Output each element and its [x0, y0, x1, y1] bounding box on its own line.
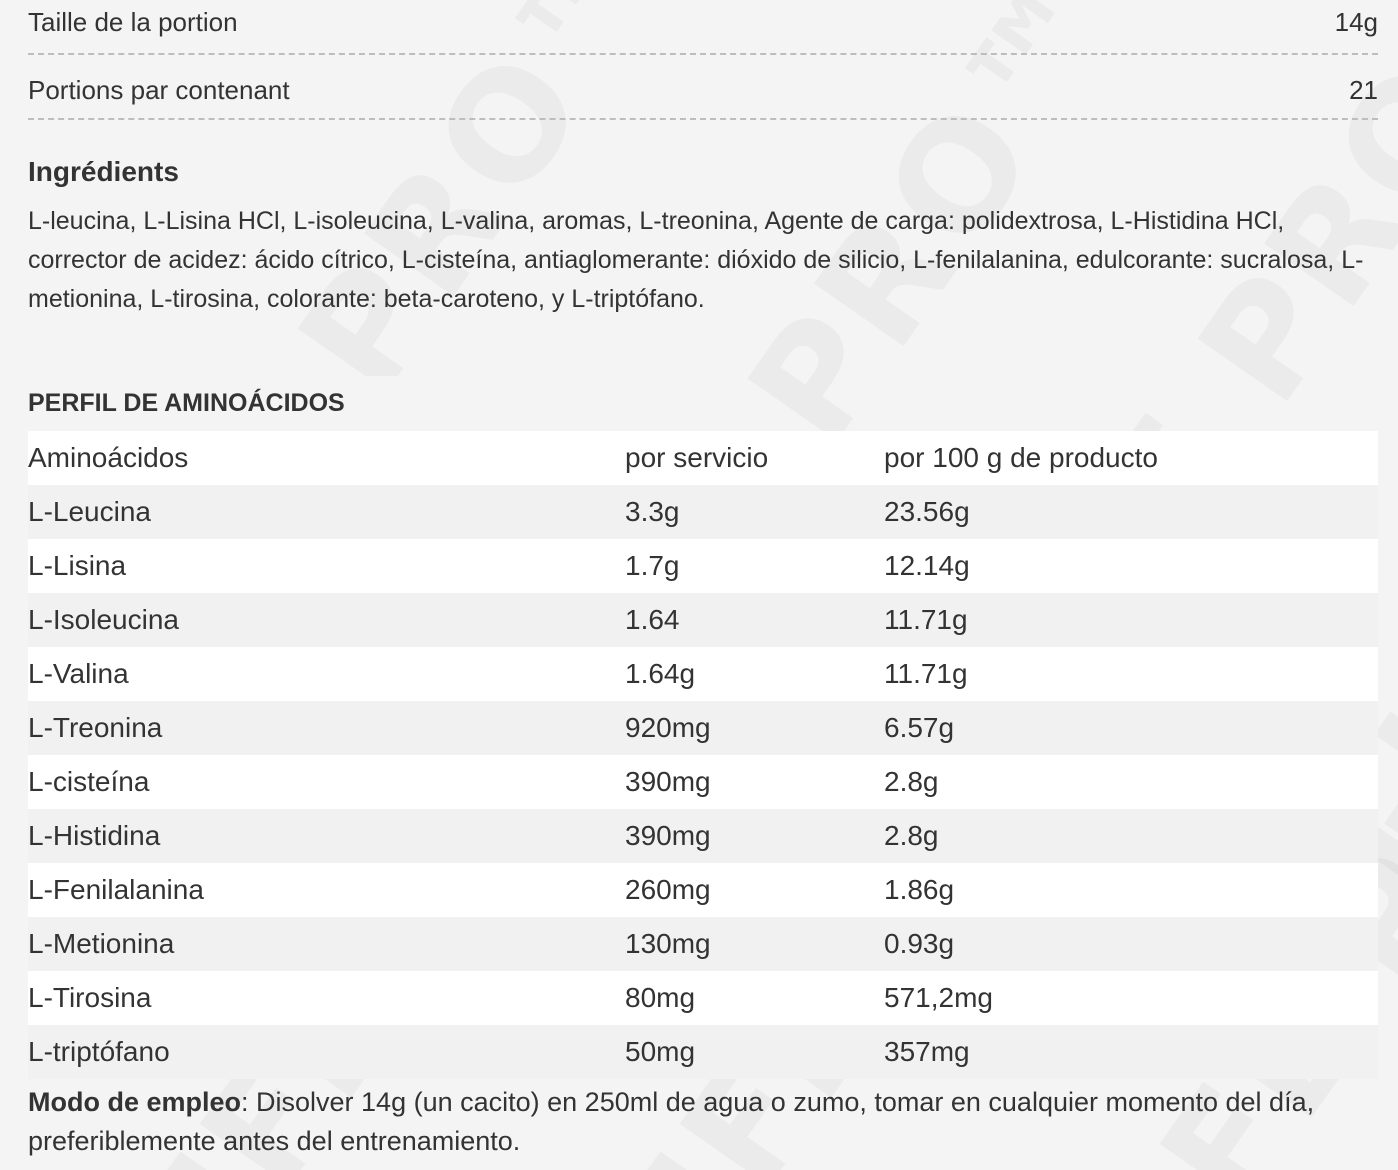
per-100g-value: 23.56g [884, 485, 1378, 539]
per-100g-value: 11.71g [884, 593, 1378, 647]
table-row [28, 809, 1378, 863]
amino-name: L-Treonina [28, 701, 625, 755]
serving-size-label: Taille de la portion [28, 7, 238, 37]
header-per-100g: por 100 g de producto [884, 431, 1378, 485]
per-100g-value: 0.93g [884, 917, 1378, 971]
amino-name: L-triptófano [28, 1025, 625, 1079]
serving-size-value: 14g [1334, 7, 1378, 37]
per-serving-value: 260mg [625, 863, 884, 917]
per-100g-value: 571,2mg [884, 971, 1378, 1025]
per-serving-value: 390mg [625, 809, 884, 863]
amino-name: L-cisteína [28, 755, 625, 809]
table-row [28, 755, 1378, 809]
amino-table [28, 431, 1378, 1079]
usage-label: Modo de empleo [28, 1087, 242, 1117]
amino-name: L-Leucina [28, 485, 625, 539]
per-serving-value: 920mg [625, 701, 884, 755]
ingredients-title: Ingrédients [28, 156, 179, 187]
amino-name: L-Lisina [28, 539, 625, 593]
servings-per-container-row [28, 55, 1378, 120]
table-row [28, 971, 1378, 1025]
per-serving-value: 3.3g [625, 485, 884, 539]
table-row [28, 539, 1378, 593]
per-100g-value: 1.86g [884, 863, 1378, 917]
per-serving-value: 1.64 [625, 593, 884, 647]
amino-name: L-Tirosina [28, 971, 625, 1025]
table-row [28, 647, 1378, 701]
amino-profile-title: PERFIL DE AMINOÁCIDOS [28, 376, 625, 431]
amino-name: L-Histidina [28, 809, 625, 863]
table-row [28, 701, 1378, 755]
usage-text: : Disolver 14g (un cacito) en 250ml de agua o zumo, tomar en cualquier momento del día, preferiblemente antes del entrenamiento. [28, 1087, 1315, 1156]
table-row [28, 593, 1378, 647]
per-serving-value: 130mg [625, 917, 884, 971]
product-info [28, 0, 1378, 1161]
usage-instructions [28, 1083, 1378, 1161]
header-per-serving: por servicio [625, 431, 884, 485]
amino-name: L-Fenilalanina [28, 863, 625, 917]
per-serving-value: 1.64g [625, 647, 884, 701]
per-100g-value: 2.8g [884, 755, 1378, 809]
ingredients-text: L-leucina, L-Lisina HCl, L-isoleucina, L-valina, aromas, L-treonina, Agente de carga: polidextrosa, L-Histidina HCl, corrector de acidez: ácido cítrico, L-cisteína, antiaglomerante: dióxido de silicio, L-fenilalanina, edulcorante: sucralosa, L-metionina, L-tirosina, colorante: beta-caroteno, y L-triptófano. [28, 207, 1364, 313]
per-100g-value: 357mg [884, 1025, 1378, 1079]
per-serving-value: 50mg [625, 1025, 884, 1079]
per-100g-value: 11.71g [884, 647, 1378, 701]
table-row [28, 485, 1378, 539]
table-row [28, 863, 1378, 917]
amino-name: L-Metionina [28, 917, 625, 971]
servings-per-container-label: Portions par contenant [28, 75, 290, 105]
header-amino: Aminoácidos [28, 431, 625, 485]
amino-name: L-Isoleucina [28, 593, 625, 647]
table-row [28, 1025, 1378, 1079]
table-row [28, 917, 1378, 971]
serving-size-row [28, 0, 1378, 55]
amino-name: L-Valina [28, 647, 625, 701]
per-100g-value: 12.14g [884, 539, 1378, 593]
table-header-row [28, 431, 1378, 485]
per-serving-value: 80mg [625, 971, 884, 1025]
servings-per-container-value: 21 [1349, 75, 1378, 105]
per-serving-value: 1.7g [625, 539, 884, 593]
amino-profile [28, 376, 1378, 1079]
per-100g-value: 2.8g [884, 809, 1378, 863]
per-serving-value: 390mg [625, 755, 884, 809]
per-100g-value: 6.57g [884, 701, 1378, 755]
